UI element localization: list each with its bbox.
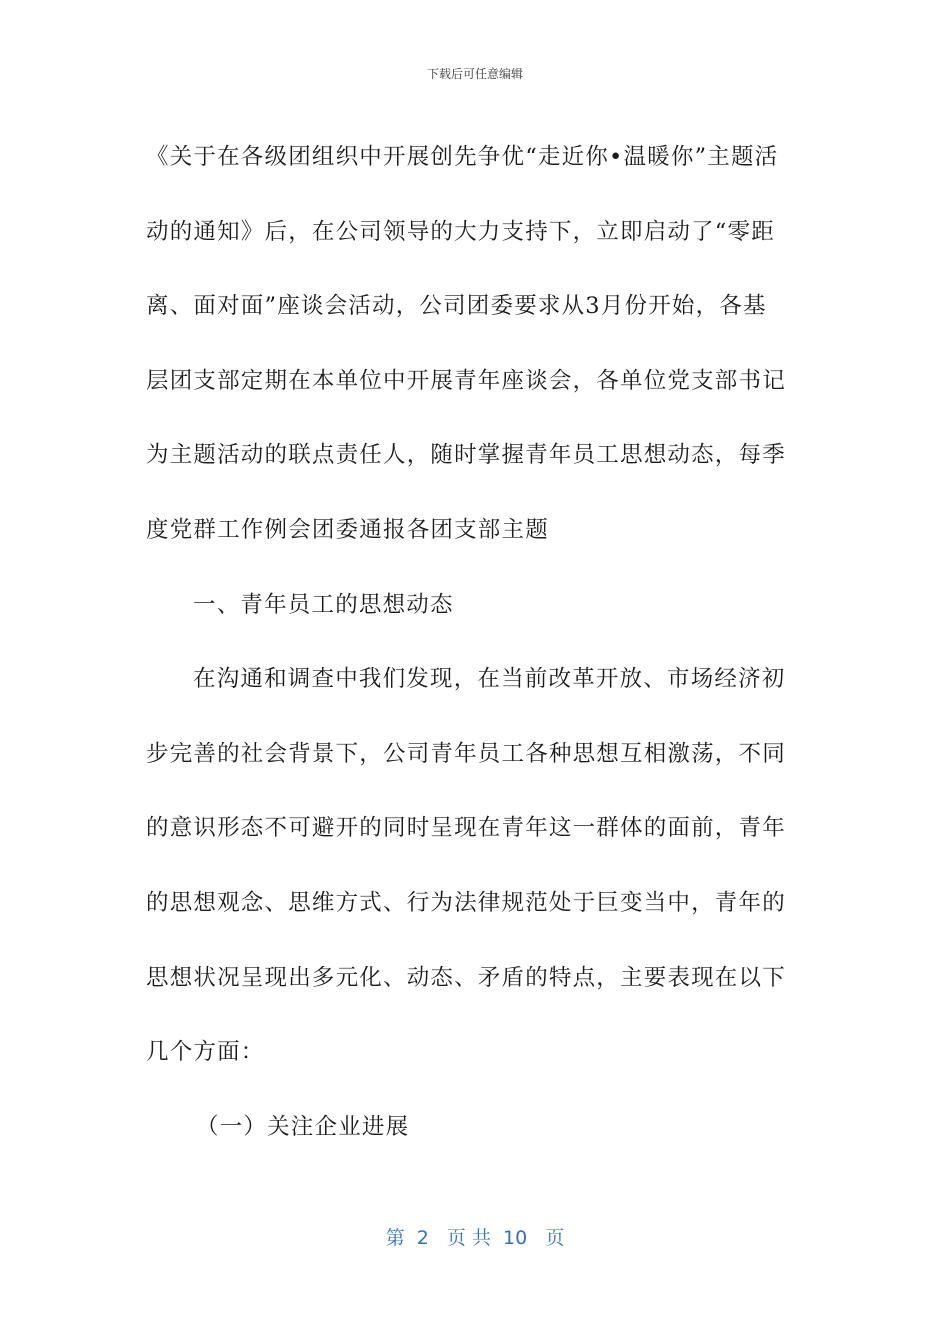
subsection-heading: （一）关注企业进展 (196, 1113, 410, 1140)
body-line: 度党群工作例会团委通报各团支部主题 (146, 516, 549, 543)
body-line: 思想状况呈现出多元化、动态、矛盾的特点，主要表现在以下 (146, 964, 786, 991)
body-line: 离、面对面”座谈会活动，公司团委要求从3月份开始，各基 (146, 293, 767, 320)
body-line: 为主题活动的联点责任人，随时掌握青年员工思想动态，每季 (146, 442, 786, 469)
page-header: 下载后可任意编辑 (426, 67, 523, 81)
body-line: 的意识形态不可避开的同时呈现在青年这一群体的面前，青年 (146, 815, 786, 842)
document-body (146, 120, 806, 1164)
page-number-footer: 第 2 页 共 10 页 (385, 1227, 565, 1249)
body-line: 步完善的社会背景下，公司青年员工各种思想互相激荡，不同 (146, 740, 786, 767)
body-line: 的思想观念、思维方式、行为法律规范处于巨变当中，青年的 (146, 889, 786, 916)
body-line: 《关于在各级团组织中开展创先争优“走近你•温暖你”主题活 (146, 144, 779, 170)
body-line: 几个方面： (146, 1039, 265, 1066)
body-line: 动的通知》后，在公司领导的大力支持下，立即启动了“零距 (146, 218, 775, 245)
body-line: 在沟通和调查中我们发现，在当前改革开放、市场经济初 (193, 666, 786, 693)
body-line: 层团支部定期在本单位中开展青年座谈会，各单位党支部书记 (146, 367, 786, 394)
section-heading: 一、青年员工的思想动态 (193, 591, 454, 618)
